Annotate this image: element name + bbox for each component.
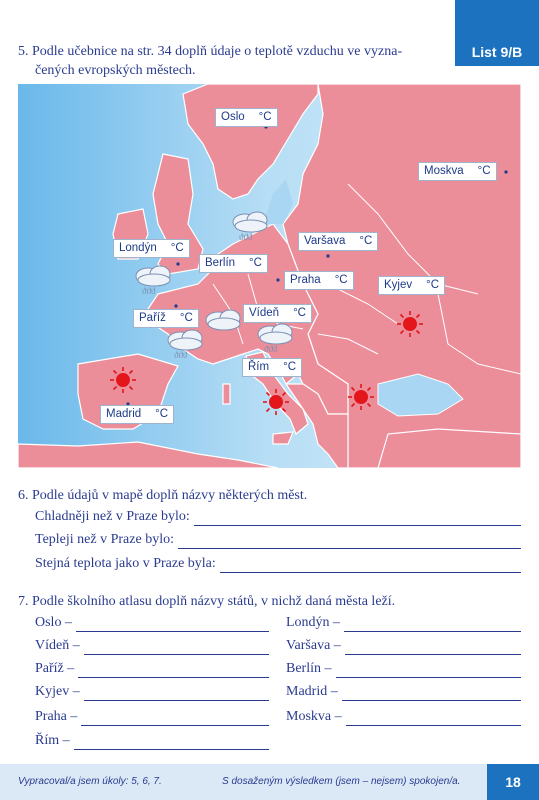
city-unit: °C — [426, 279, 440, 291]
task7-left-kyjev — [35, 683, 269, 701]
sheet-tag: List 9/B — [471, 44, 523, 60]
city-label-viden — [243, 304, 312, 323]
footer-completed-tasks: Vypracoval/a jsem úkoly: 5, 6, 7. — [18, 776, 162, 787]
task7-right-moskva — [286, 708, 521, 726]
city-unit: °C — [334, 274, 348, 286]
task7-right-londyn — [286, 614, 521, 632]
city-unit: °C — [359, 235, 373, 247]
task7-right-madrid — [286, 683, 521, 701]
row-label: Tepleji než v Praze bylo: — [35, 532, 174, 547]
sun-icon — [348, 384, 374, 410]
row-label: Stejná teplota jako v Praze byla: — [35, 556, 216, 571]
city-name: Oslo — [221, 111, 245, 123]
task7-left-oslo — [35, 614, 269, 632]
row-label: Vídeň – — [35, 638, 80, 653]
answer-line[interactable] — [178, 534, 521, 549]
city-name: Moskva — [424, 165, 464, 177]
footer-bar — [0, 764, 539, 800]
svg-text:ϑϑϑ: ϑϑϑ — [239, 232, 253, 242]
city-name: Londýn — [119, 242, 157, 254]
svg-text:ϑϑϑ: ϑϑϑ — [174, 350, 188, 360]
city-unit: °C — [293, 307, 306, 319]
task6-row-warmer — [35, 531, 521, 549]
task7-left-praha — [35, 708, 269, 726]
answer-line[interactable] — [74, 735, 269, 750]
answer-line[interactable] — [344, 617, 521, 632]
footer-satisfaction: S dosaženým výsledkem (jsem – nejsem) spokojen/a. — [222, 776, 461, 787]
answer-line[interactable] — [84, 640, 269, 655]
europe-map — [18, 84, 521, 468]
city-label-praha — [284, 271, 354, 290]
answer-line[interactable] — [81, 711, 269, 726]
city-unit: °C — [477, 165, 491, 177]
row-label: Varšava – — [286, 638, 341, 653]
answer-line[interactable] — [220, 558, 521, 573]
row-label: Paříž – — [35, 661, 75, 676]
row-label: Madrid – — [286, 684, 338, 699]
row-label: Řím – — [35, 733, 70, 748]
row-label: Oslo – — [35, 615, 72, 630]
answer-line[interactable] — [346, 711, 521, 726]
city-unit: °C — [249, 257, 262, 269]
row-label: Berlín – — [286, 661, 332, 676]
task6-heading: 6. Podle údajů v mapě doplň názvy některých měst. — [18, 488, 308, 503]
task7-left-rim — [35, 732, 269, 750]
answer-line[interactable] — [78, 663, 269, 678]
city-name: Praha — [290, 274, 321, 286]
answer-line[interactable] — [194, 511, 521, 526]
city-name: Varšava — [304, 235, 346, 247]
answer-line[interactable] — [76, 617, 269, 632]
task7-right-varsava — [286, 637, 521, 655]
task7-heading: 7. Podle školního atlasu doplň názvy států, v nichž daná města leží. — [18, 594, 396, 609]
city-label-berlin — [199, 254, 268, 273]
task7-left-viden — [35, 637, 269, 655]
city-unit: °C — [155, 408, 169, 420]
city-label-londyn — [113, 239, 190, 258]
answer-line[interactable] — [84, 686, 269, 701]
city-unit: °C — [283, 361, 296, 373]
answer-line[interactable] — [345, 640, 521, 655]
city-unit: °C — [258, 111, 272, 123]
sun-icon — [263, 389, 289, 415]
city-name: Berlín — [205, 257, 236, 269]
sun-icon — [397, 311, 423, 337]
row-label: Kyjev – — [35, 684, 80, 699]
map-graphic — [18, 84, 521, 468]
city-label-varsava — [298, 232, 378, 251]
task5-line2: čených evropských městech. — [35, 63, 196, 78]
city-name: Vídeň — [249, 307, 280, 319]
city-label-madrid — [100, 405, 174, 424]
city-label-oslo — [215, 108, 278, 127]
city-name: Kyjev — [384, 279, 413, 291]
city-label-rim — [242, 358, 302, 377]
answer-line[interactable] — [342, 686, 521, 701]
task7-right-berlin — [286, 660, 521, 678]
task6-row-same — [35, 555, 521, 573]
task7-left-pariz — [35, 660, 269, 678]
task5-line1: 5. Podle učebnice na str. 34 doplň údaje o teplotě vzduchu ve vyzna- — [18, 44, 403, 59]
city-label-kyjev — [378, 276, 445, 295]
city-name: Paříž — [139, 312, 166, 324]
sun-icon — [110, 367, 136, 393]
row-label: Londýn – — [286, 615, 341, 630]
city-name: Madrid — [106, 408, 142, 420]
svg-text:ϑϑϑ: ϑϑϑ — [142, 286, 156, 296]
answer-line[interactable] — [336, 663, 522, 678]
city-label-moskva — [418, 162, 497, 181]
sheet-tab — [455, 0, 539, 66]
city-unit: °C — [179, 312, 193, 324]
row-label: Praha – — [35, 709, 78, 724]
city-unit: °C — [170, 242, 184, 254]
svg-text:ϑϑϑ: ϑϑϑ — [264, 344, 278, 354]
page-number: 18 — [487, 764, 539, 800]
row-label: Moskva – — [286, 709, 342, 724]
row-label: Chladněji než v Praze bylo: — [35, 509, 190, 524]
task6-row-colder — [35, 508, 521, 526]
city-label-pariz — [133, 309, 199, 328]
city-name: Řím — [248, 361, 270, 373]
